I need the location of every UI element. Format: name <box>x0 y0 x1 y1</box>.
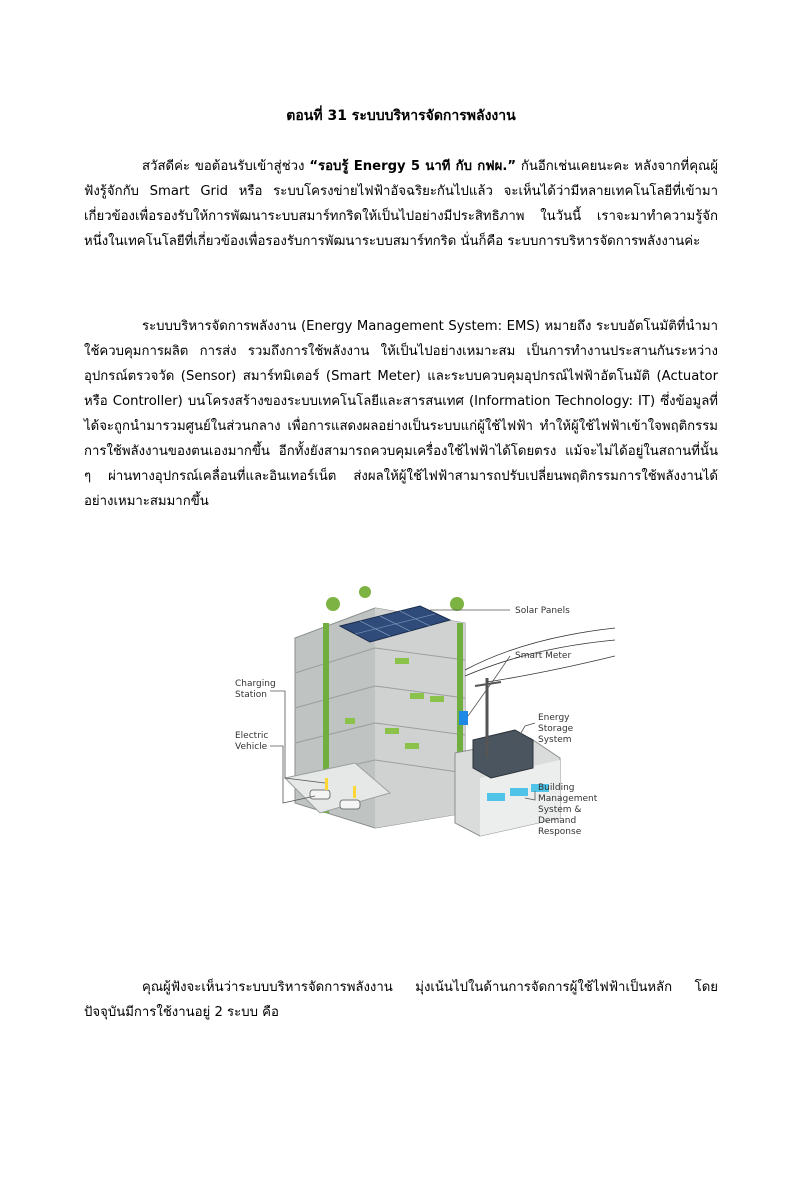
paragraph-ems-types <box>84 975 718 1025</box>
label-storage-line2: Storage <box>538 724 574 734</box>
label-bms-line5: Response <box>538 827 582 837</box>
intro-body: กันอีกเช่นเคยนะคะ หลังจากที่คุณผู้ฟังรู้จักกับ Smart Grid หรือ ระบบโครงข่ายไฟฟ้าอัจฉริยะกันไปแล้ว จะเห็นได้ว่ามีหลายเทคโนโลยีที่เข้ามาเกี่ยวข้องเพื่อรองรับให้การพัฒนาระบบสมาร์ทกริดให้เป็นไปอย่างมีประสิทธิภาพ ในวันนี้ เราจะมาทำความรู้จักหนึ่งในเทคโนโลยีที่เกี่ยวข้องเพื่อรองรับการพัฒนาระบบสมาร์ทกริด นั่นก็คือ ระบบการบริหารจัดการพลังงานค่ะ <box>84 159 718 249</box>
paragraph-ems-definition <box>84 314 718 514</box>
label-bms-line1: Building <box>538 783 575 793</box>
label-bms-line3: System & <box>538 805 582 815</box>
label-smart-meter: Smart Meter <box>515 651 572 661</box>
label-bms-line2: Management <box>538 794 598 804</box>
label-bms-line4: Demand <box>538 816 577 826</box>
label-ev-line2: Vehicle <box>235 742 268 752</box>
intro-text: สวัสดีค่ะ ขอต้อนรับเข้าสู่ช่วง <box>142 159 310 174</box>
document-title: ตอนที่ 31 ระบบบริหารจัดการพลังงาน <box>286 108 516 124</box>
label-charging-line2: Station <box>235 690 267 700</box>
paragraph-intro <box>84 154 718 254</box>
label-storage-line3: System <box>538 735 572 745</box>
ems-types-text: คุณผู้ฟังจะเห็นว่าระบบบริหารจัดการพลังงาน มุ่งเน้นไปในด้านการจัดการผู้ใช้ไฟฟ้าเป็นหลัก โดยปัจจุบันมีการใช้งานอยู่ 2 ระบบ คือ <box>84 980 718 1020</box>
label-storage-line1: Energy <box>538 713 570 723</box>
ems-building-illustration <box>225 578 615 848</box>
label-solar-panels: Solar Panels <box>515 606 570 616</box>
label-charging-line1: Charging <box>235 679 276 689</box>
ems-definition-text: ระบบบริหารจัดการพลังงาน (Energy Management System: EMS) หมายถึง ระบบอัตโนมัติที่นำมาใช้ควบคุมการผลิต การส่ง รวมถึงการใช้พลังงาน ให้เป็นไปอย่างเหมาะสม เป็นการทำงานประสานกันระหว่างอุปกรณ์ตรวจวัด (Sensor) สมาร์ทมิเตอร์ (Smart Meter) และระบบควบคุมอุปกรณ์ไฟฟ้าอัตโนมัติ (Actuator หรือ Controller) บนโครงสร้างของระบบเทคโนโลยีและสารสนเทศ (Information Technology: IT) ซึ่งข้อมูลที่ได้จะถูกนำมารวมศูนย์ในส่วนกลาง เพื่อการแสดงผลอย่างเป็นระบบแก่ผู้ใช้ไฟฟ้า ทำให้ผู้ใช้ไฟฟ้าเข้าใจพฤติกรรมการใช้พลังงานของตนเองมากขึ้น อีกทั้งยังสามารถควบคุมเครื่องใช้ไฟฟ้าได้โดยตรง แม้จะไม่ได้อยู่ในสถานที่นั้น ๆ ผ่านทางอุปกรณ์เคลื่อนที่และอินเทอร์เน็ต ส่งผลให้ผู้ใช้ไฟฟ้าสามารถปรับเปลี่ยนพฤติกรรมการใช้พลังงานได้อย่างเหมาะสมมากขึ้น <box>84 319 718 509</box>
label-ev-line1: Electric <box>235 731 269 741</box>
program-name: “รอบรู้ Energy 5 นาที กับ กฟผ.” <box>309 159 517 174</box>
